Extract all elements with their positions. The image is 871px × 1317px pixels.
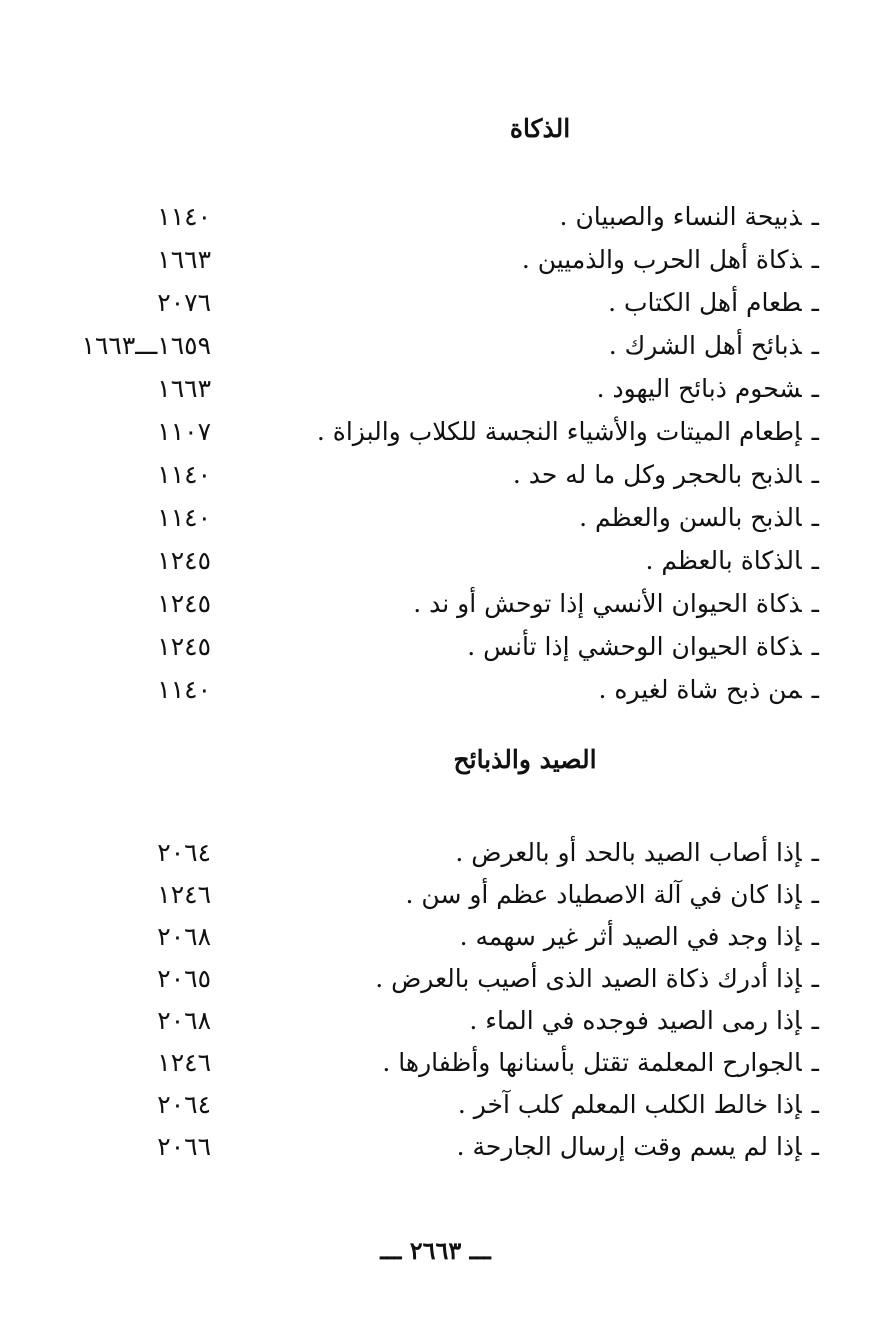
- list-item: [0, 540, 871, 582]
- list-item: [0, 196, 871, 238]
- list-item: [0, 1000, 871, 1042]
- entry-text: ـالجوارح المعلمة تقتل بأسنانها وأظفارها .: [382, 1048, 819, 1077]
- dash: ـ: [811, 964, 819, 993]
- entry-ref: ١١٤٠: [157, 675, 211, 704]
- entry-ref: ١٢٤٥: [157, 589, 211, 618]
- dash: ـ: [811, 202, 819, 231]
- entry-ref: ١٦٥٩ـــ١٦٦٣: [81, 331, 211, 360]
- list-item: [0, 282, 871, 324]
- entry-ref: ٢٠٧٦: [157, 288, 211, 317]
- entry-text: ـإذا أصاب الصيد بالحد أو بالعرض .: [455, 838, 819, 867]
- dash: ـ: [811, 1132, 819, 1161]
- dash: ـ: [811, 546, 819, 575]
- entry-ref: ١٢٤٥: [157, 632, 211, 661]
- dash: ـ: [811, 675, 819, 704]
- list-item: [0, 1042, 871, 1084]
- dash: ـ: [811, 460, 819, 489]
- list-item: [0, 583, 871, 625]
- list-item: [0, 916, 871, 958]
- entry-text: ـإذا خالط الكلب المعلم كلب آخر .: [457, 1090, 819, 1119]
- dash: ـ: [811, 288, 819, 317]
- entry-ref: ١٦٦٣: [157, 374, 211, 403]
- entry-text: ـذبيحة النساء والصبيان .: [559, 202, 819, 231]
- entry-ref: ٢٠٦٥: [157, 964, 211, 993]
- page-number: ـــ ٢٦٦٣ ـــ: [380, 1236, 491, 1265]
- entry-text: ـإذا رمى الصيد فوجده في الماء .: [469, 1006, 819, 1035]
- entry-ref: ١١٤٠: [157, 202, 211, 231]
- list-item: [0, 1084, 871, 1126]
- entry-text: ـإذا أدرك ذكاة الصيد الذى أصيب بالعرض .: [375, 964, 819, 993]
- list-item: [0, 1126, 871, 1168]
- entry-text: ـالذبح بالسن والعظم .: [579, 503, 819, 532]
- entry-text: ـالذبح بالحجر وكل ما له حد .: [512, 460, 819, 489]
- entry-ref: ٢٠٦٨: [157, 922, 211, 951]
- dash: ـ: [811, 417, 819, 446]
- dash: ـ: [811, 374, 819, 403]
- entry-ref: ١٢٤٥: [157, 546, 211, 575]
- entry-text: ـمن ذبح شاة لغيره .: [598, 675, 819, 704]
- dash: ـ: [811, 245, 819, 274]
- list-item: [0, 626, 871, 668]
- entry-ref: ٢٠٦٨: [157, 1006, 211, 1035]
- entry-text: ـذكاة الحيوان الوحشي إذا تأنس .: [467, 632, 819, 661]
- dash: ـ: [811, 838, 819, 867]
- list-item: [0, 411, 871, 453]
- list-item: [0, 669, 871, 711]
- list-item: [0, 368, 871, 410]
- list-item: [0, 497, 871, 539]
- entry-text: ـإذا كان في آلة الاصطياد عظم أو سن .: [405, 880, 819, 909]
- entry-text: ـشحوم ذبائح اليهود .: [596, 374, 819, 403]
- entry-ref: ١٢٤٦: [157, 1048, 211, 1077]
- entry-ref: ١٦٦٣: [157, 245, 211, 274]
- list-item: [0, 958, 871, 1000]
- entry-text: ـالذكاة بالعظم .: [645, 546, 819, 575]
- entry-ref: ٢٠٦٤: [157, 838, 211, 867]
- entry-ref: ١٢٤٦: [157, 880, 211, 909]
- dash: ـ: [811, 331, 819, 360]
- list-item: [0, 325, 871, 367]
- entry-text: ـذكاة أهل الحرب والذميين .: [521, 245, 819, 274]
- entry-text: ـإطعام الميتات والأشياء النجسة للكلاب والبزاة .: [316, 417, 819, 446]
- list-item: [0, 874, 871, 916]
- entry-text: ـذكاة الحيوان الأنسي إذا توحش أو ند .: [413, 589, 819, 618]
- entry-ref: ١١٠٧: [157, 417, 211, 446]
- list-item: [0, 832, 871, 874]
- entry-text: ـإذا وجد في الصيد أثر غير سهمه .: [459, 922, 819, 951]
- section-title-hunting: الصيد والذبائح: [453, 745, 597, 774]
- dash: ـ: [811, 880, 819, 909]
- entry-text: ـطعام أهل الكتاب .: [608, 288, 819, 317]
- list-item: [0, 454, 871, 496]
- entry-text: ـذبائح أهل الشرك .: [608, 331, 819, 360]
- dash: ـ: [811, 503, 819, 532]
- list-item: [0, 239, 871, 281]
- dash: ـ: [811, 1090, 819, 1119]
- dash: ـ: [811, 632, 819, 661]
- entry-text: ـإذا لم يسم وقت إرسال الجارحة .: [456, 1132, 819, 1161]
- entry-ref: ٢٠٦٤: [157, 1090, 211, 1119]
- entry-ref: ١١٤٠: [157, 503, 211, 532]
- section-title-dhakat: الذكاة: [509, 114, 571, 143]
- dash: ـ: [811, 1006, 819, 1035]
- dash: ـ: [811, 922, 819, 951]
- entry-ref: ١١٤٠: [157, 460, 211, 489]
- dash: ـ: [811, 1048, 819, 1077]
- dash: ـ: [811, 589, 819, 618]
- entry-ref: ٢٠٦٦: [157, 1132, 211, 1161]
